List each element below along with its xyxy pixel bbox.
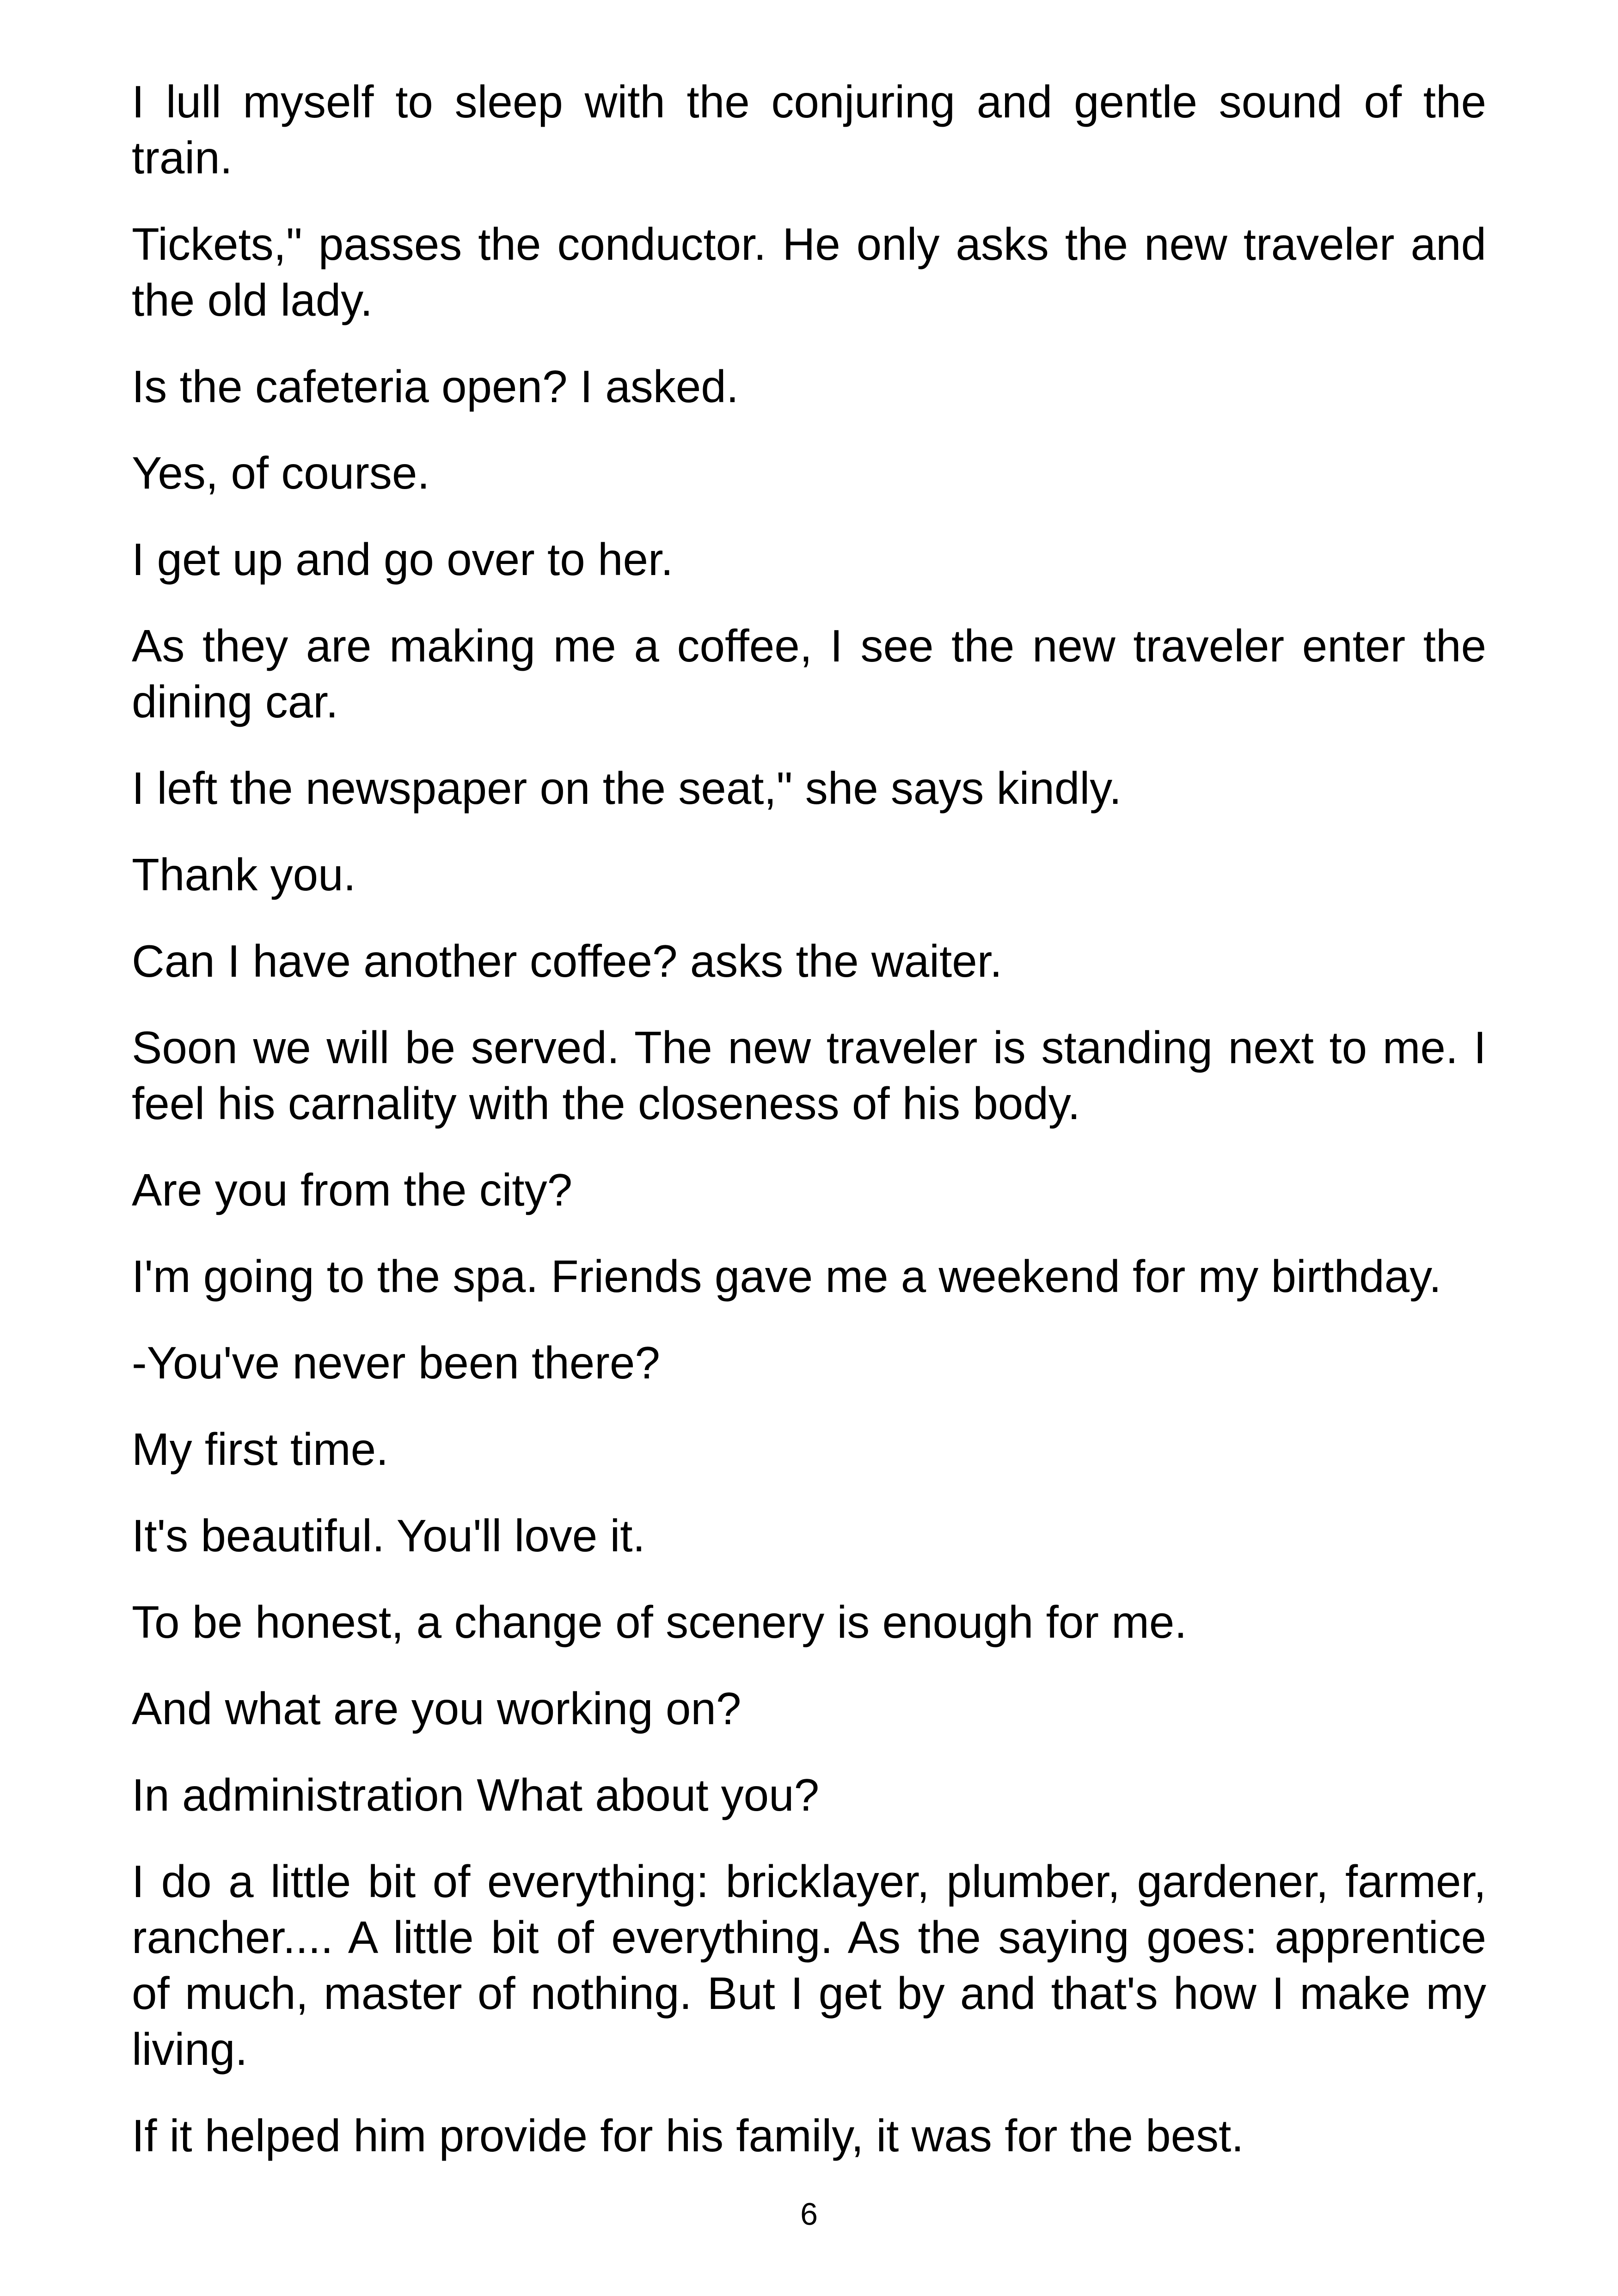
paragraph: To be honest, a change of scenery is enough for me. <box>132 1597 1187 1647</box>
paragraph: I do a little bit of everything: bricklayer, plumber, gardener, farmer, rancher.... A little bit of everything. As the saying goes: apprentice of much, master of nothing. But I get by and that's how I make my living. <box>132 1856 1486 2075</box>
paragraph: Is the cafeteria open? I asked. <box>132 361 739 412</box>
paragraph: If it helped him provide for his family, it was for the best. <box>132 2110 1244 2161</box>
page-number: 6 <box>800 2197 818 2232</box>
paragraph: Yes, of course. <box>132 447 430 498</box>
document-body <box>132 74 1486 2194</box>
paragraph: -You've never been there? <box>132 1337 660 1388</box>
paragraph: As they are making me a coffee, I see the new traveler enter the dining car. <box>132 620 1486 727</box>
paragraph: I left the newspaper on the seat," she says kindly. <box>132 763 1122 814</box>
paragraph: And what are you working on? <box>132 1683 742 1734</box>
paragraph: Thank you. <box>132 849 356 900</box>
paragraph: It's beautiful. You'll love it. <box>132 1510 645 1561</box>
paragraph: Can I have another coffee? asks the waiter. <box>132 936 1003 986</box>
paragraph: Soon we will be served. The new traveler is standing next to me. I feel his carnality with the closeness of his body. <box>132 1022 1486 1129</box>
paragraph: Tickets," passes the conductor. He only asks the new traveler and the old lady. <box>132 219 1486 325</box>
paragraph: In administration What about you? <box>132 1769 820 1820</box>
paragraph: Are you from the city? <box>132 1164 573 1215</box>
paragraph: My first time. <box>132 1424 389 1475</box>
paragraph: I get up and go over to her. <box>132 534 674 585</box>
paragraph: I lull myself to sleep with the conjuring and gentle sound of the train. <box>132 76 1486 183</box>
paragraph: I'm going to the spa. Friends gave me a weekend for my birthday. <box>132 1251 1442 1302</box>
